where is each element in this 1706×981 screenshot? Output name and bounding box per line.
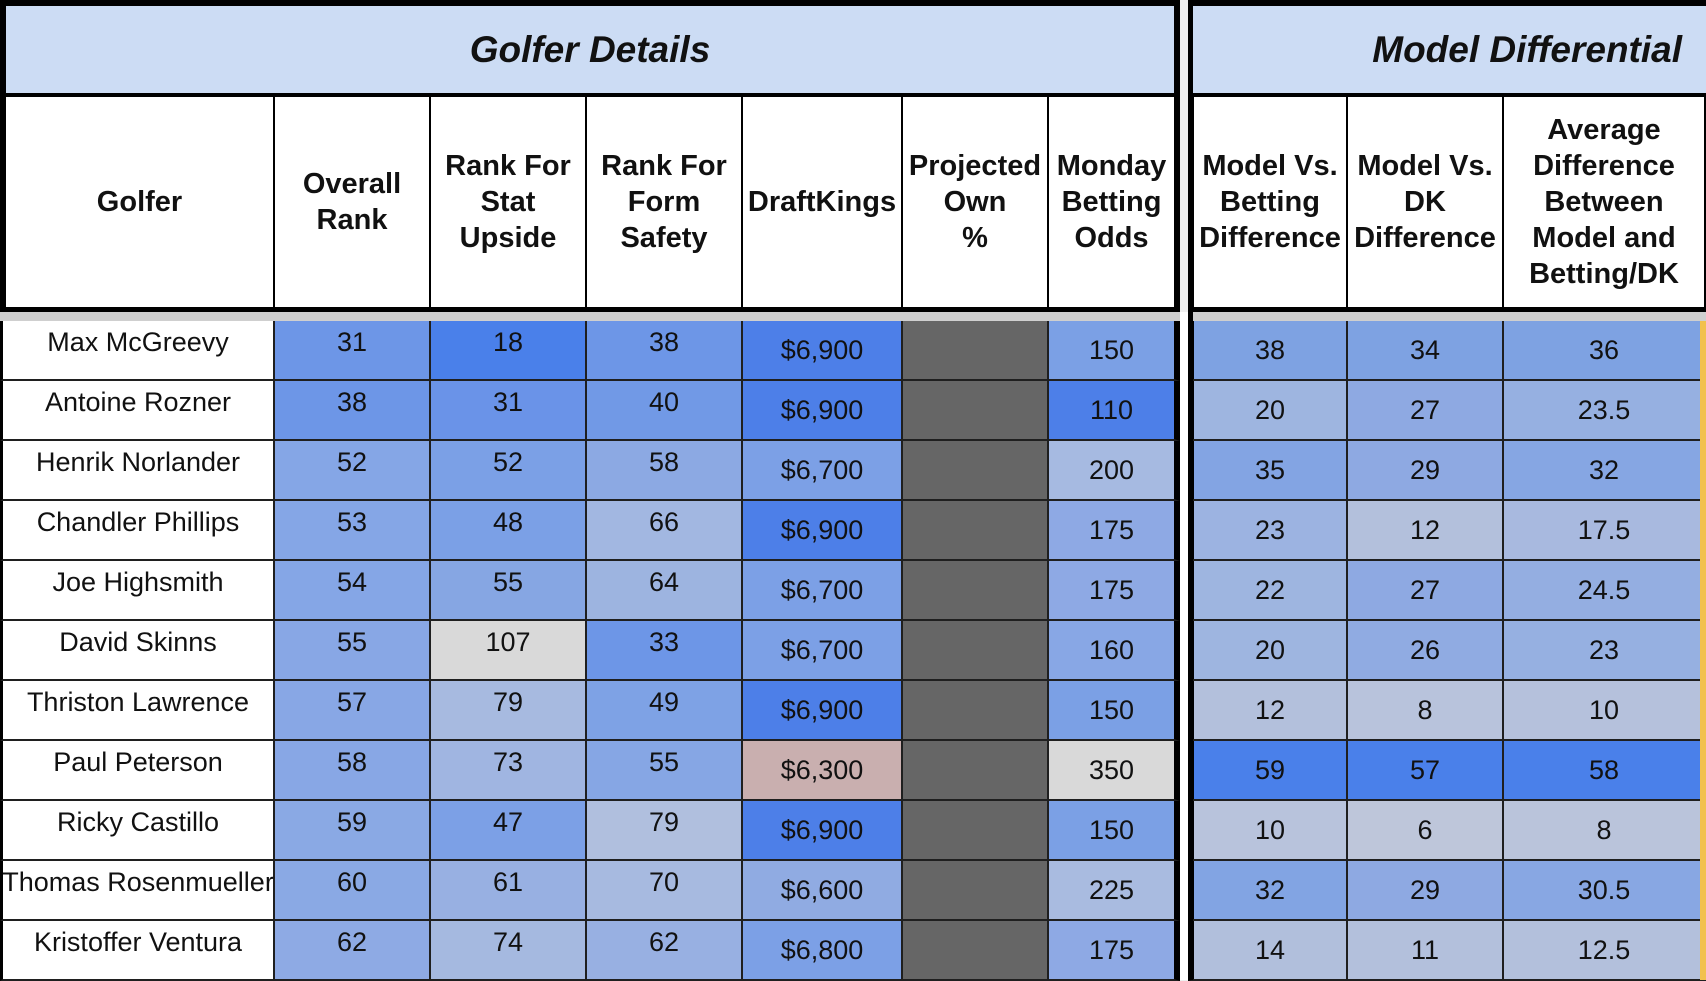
model-vs-dk-diff-cell[interactable]: 29	[1348, 861, 1504, 921]
monday-betting-odds-cell[interactable]: 200	[1049, 441, 1180, 501]
form-safety-rank-cell[interactable]: 55	[587, 741, 743, 801]
average-difference-cell[interactable]: 58	[1504, 741, 1706, 801]
projected-own-cell[interactable]	[903, 681, 1049, 741]
form-safety-rank-cell[interactable]: 58	[587, 441, 743, 501]
overall-rank-cell[interactable]: 58	[275, 741, 431, 801]
monday-betting-odds-cell[interactable]: 225	[1049, 861, 1180, 921]
model-vs-dk-diff-cell[interactable]: 12	[1348, 501, 1504, 561]
projected-own-cell[interactable]	[903, 381, 1049, 441]
model-vs-betting-diff-cell[interactable]: 23	[1188, 501, 1348, 561]
projected-own-cell[interactable]	[903, 921, 1049, 981]
section-header-model-differential: Model Differential	[1188, 0, 1706, 97]
draftkings-salary-cell[interactable]: $6,900	[743, 321, 903, 381]
model-vs-dk-diff-cell[interactable]: 26	[1348, 621, 1504, 681]
draftkings-salary-cell[interactable]: $6,300	[743, 741, 903, 801]
draftkings-salary-cell[interactable]: $6,900	[743, 381, 903, 441]
column-header-average-difference[interactable]: Average Difference Between Model and Betting/DK	[1504, 97, 1706, 312]
overall-rank-cell[interactable]: 52	[275, 441, 431, 501]
golfer-name-cell[interactable]: Joe Highsmith	[0, 561, 275, 621]
projected-own-cell[interactable]	[903, 441, 1049, 501]
average-difference-cell[interactable]: 12.5	[1504, 921, 1706, 981]
form-safety-rank-cell[interactable]: 62	[587, 921, 743, 981]
column-header-model-vs-dk-diff[interactable]: Model Vs. DK Difference	[1348, 97, 1504, 312]
frozen-row-divider	[0, 312, 1706, 321]
average-difference-cell[interactable]: 8	[1504, 801, 1706, 861]
monday-betting-odds-cell[interactable]: 175	[1049, 561, 1180, 621]
golfer-name-cell[interactable]: Ricky Castillo	[0, 801, 275, 861]
model-vs-betting-diff-cell[interactable]: 32	[1188, 861, 1348, 921]
golfer-name-cell[interactable]: Henrik Norlander	[0, 441, 275, 501]
draftkings-salary-cell[interactable]: $6,800	[743, 921, 903, 981]
form-safety-rank-cell[interactable]: 49	[587, 681, 743, 741]
model-vs-dk-diff-cell[interactable]: 34	[1348, 321, 1504, 381]
stat-upside-rank-cell[interactable]: 52	[431, 441, 587, 501]
draftkings-salary-cell[interactable]: $6,700	[743, 441, 903, 501]
average-difference-cell[interactable]: 23.5	[1504, 381, 1706, 441]
monday-betting-odds-cell[interactable]: 150	[1049, 681, 1180, 741]
stat-upside-rank-cell[interactable]: 18	[431, 321, 587, 381]
column-header-overall-rank[interactable]: Overall Rank	[275, 97, 431, 312]
monday-betting-odds-cell[interactable]: 175	[1049, 921, 1180, 981]
form-safety-rank-cell[interactable]: 79	[587, 801, 743, 861]
golfer-name-cell[interactable]: Chandler Phillips	[0, 501, 275, 561]
column-header-model-vs-betting-diff[interactable]: Model Vs. Betting Difference	[1188, 97, 1348, 312]
projected-own-cell[interactable]	[903, 501, 1049, 561]
overall-rank-cell[interactable]: 53	[275, 501, 431, 561]
overall-rank-cell[interactable]: 38	[275, 381, 431, 441]
overall-rank-cell[interactable]: 31	[275, 321, 431, 381]
section-gap	[1180, 312, 1188, 980]
average-difference-cell[interactable]: 23	[1504, 621, 1706, 681]
model-vs-betting-diff-cell[interactable]: 59	[1188, 741, 1348, 801]
overall-rank-cell[interactable]: 57	[275, 681, 431, 741]
overall-rank-cell[interactable]: 55	[275, 621, 431, 681]
stat-upside-rank-cell[interactable]: 61	[431, 861, 587, 921]
model-vs-betting-diff-cell[interactable]: 22	[1188, 561, 1348, 621]
next-column-edge	[1700, 321, 1706, 980]
model-vs-dk-diff-cell[interactable]: 27	[1348, 561, 1504, 621]
column-header-monday-betting-odds[interactable]: Monday Betting Odds	[1049, 97, 1180, 312]
monday-betting-odds-cell[interactable]: 175	[1049, 501, 1180, 561]
model-vs-dk-diff-cell[interactable]: 11	[1348, 921, 1504, 981]
model-vs-betting-diff-cell[interactable]: 14	[1188, 921, 1348, 981]
model-vs-betting-diff-cell[interactable]: 20	[1188, 381, 1348, 441]
section-border	[1188, 312, 1193, 980]
draftkings-salary-cell[interactable]: $6,900	[743, 501, 903, 561]
column-header-draftkings-salary[interactable]: DraftKings	[743, 97, 903, 312]
monday-betting-odds-cell[interactable]: 350	[1049, 741, 1180, 801]
model-vs-dk-diff-cell[interactable]: 8	[1348, 681, 1504, 741]
section-header-golfer-details: Golfer Details	[0, 0, 1180, 97]
golfer-name-cell[interactable]: Kristoffer Ventura	[0, 921, 275, 981]
monday-betting-odds-cell[interactable]: 110	[1049, 381, 1180, 441]
projected-own-cell[interactable]	[903, 561, 1049, 621]
draftkings-salary-cell[interactable]: $6,600	[743, 861, 903, 921]
draftkings-salary-cell[interactable]: $6,700	[743, 621, 903, 681]
average-difference-cell[interactable]: 10	[1504, 681, 1706, 741]
golfer-name-cell[interactable]: Max McGreevy	[0, 321, 275, 381]
stat-upside-rank-cell[interactable]: 79	[431, 681, 587, 741]
model-vs-dk-diff-cell[interactable]: 57	[1348, 741, 1504, 801]
stat-upside-rank-cell[interactable]: 73	[431, 741, 587, 801]
golfer-name-cell[interactable]: Thriston Lawrence	[0, 681, 275, 741]
stat-upside-rank-cell[interactable]: 31	[431, 381, 587, 441]
model-vs-betting-diff-cell[interactable]: 12	[1188, 681, 1348, 741]
overall-rank-cell[interactable]: 54	[275, 561, 431, 621]
projected-own-cell[interactable]	[903, 621, 1049, 681]
draftkings-salary-cell[interactable]: $6,700	[743, 561, 903, 621]
model-vs-dk-diff-cell[interactable]: 29	[1348, 441, 1504, 501]
model-vs-betting-diff-cell[interactable]: 38	[1188, 321, 1348, 381]
column-header-projected-own[interactable]: Projected Own %	[903, 97, 1049, 312]
average-difference-cell[interactable]: 17.5	[1504, 501, 1706, 561]
overall-rank-cell[interactable]: 62	[275, 921, 431, 981]
form-safety-rank-cell[interactable]: 40	[587, 381, 743, 441]
column-header-stat-upside-rank[interactable]: Rank For Stat Upside	[431, 97, 587, 312]
monday-betting-odds-cell[interactable]: 150	[1049, 801, 1180, 861]
form-safety-rank-cell[interactable]: 33	[587, 621, 743, 681]
form-safety-rank-cell[interactable]: 66	[587, 501, 743, 561]
stat-upside-rank-cell[interactable]: 48	[431, 501, 587, 561]
projected-own-cell[interactable]	[903, 321, 1049, 381]
monday-betting-odds-cell[interactable]: 160	[1049, 621, 1180, 681]
form-safety-rank-cell[interactable]: 38	[587, 321, 743, 381]
average-difference-cell[interactable]: 32	[1504, 441, 1706, 501]
stat-upside-rank-cell[interactable]: 74	[431, 921, 587, 981]
form-safety-rank-cell[interactable]: 64	[587, 561, 743, 621]
golfer-name-cell[interactable]: Thomas Rosenmueller	[0, 861, 275, 921]
golfer-name-cell[interactable]: David Skinns	[0, 621, 275, 681]
projected-own-cell[interactable]	[903, 741, 1049, 801]
draftkings-salary-cell[interactable]: $6,900	[743, 801, 903, 861]
model-vs-dk-diff-cell[interactable]: 6	[1348, 801, 1504, 861]
column-header-form-safety-rank[interactable]: Rank For Form Safety	[587, 97, 743, 312]
form-safety-rank-cell[interactable]: 70	[587, 861, 743, 921]
stat-upside-rank-cell[interactable]: 47	[431, 801, 587, 861]
model-vs-betting-diff-cell[interactable]: 10	[1188, 801, 1348, 861]
average-difference-cell[interactable]: 24.5	[1504, 561, 1706, 621]
golfer-name-cell[interactable]: Antoine Rozner	[0, 381, 275, 441]
monday-betting-odds-cell[interactable]: 150	[1049, 321, 1180, 381]
average-difference-cell[interactable]: 30.5	[1504, 861, 1706, 921]
overall-rank-cell[interactable]: 59	[275, 801, 431, 861]
stat-upside-rank-cell[interactable]: 55	[431, 561, 587, 621]
projected-own-cell[interactable]	[903, 861, 1049, 921]
model-vs-dk-diff-cell[interactable]: 27	[1348, 381, 1504, 441]
projected-own-cell[interactable]	[903, 801, 1049, 861]
overall-rank-cell[interactable]: 60	[275, 861, 431, 921]
model-vs-betting-diff-cell[interactable]: 20	[1188, 621, 1348, 681]
golfer-name-cell[interactable]: Paul Peterson	[0, 741, 275, 801]
column-header-golfer[interactable]: Golfer	[0, 97, 275, 312]
model-vs-betting-diff-cell[interactable]: 35	[1188, 441, 1348, 501]
average-difference-cell[interactable]: 36	[1504, 321, 1706, 381]
stat-upside-rank-cell[interactable]: 107	[431, 621, 587, 681]
draftkings-salary-cell[interactable]: $6,900	[743, 681, 903, 741]
